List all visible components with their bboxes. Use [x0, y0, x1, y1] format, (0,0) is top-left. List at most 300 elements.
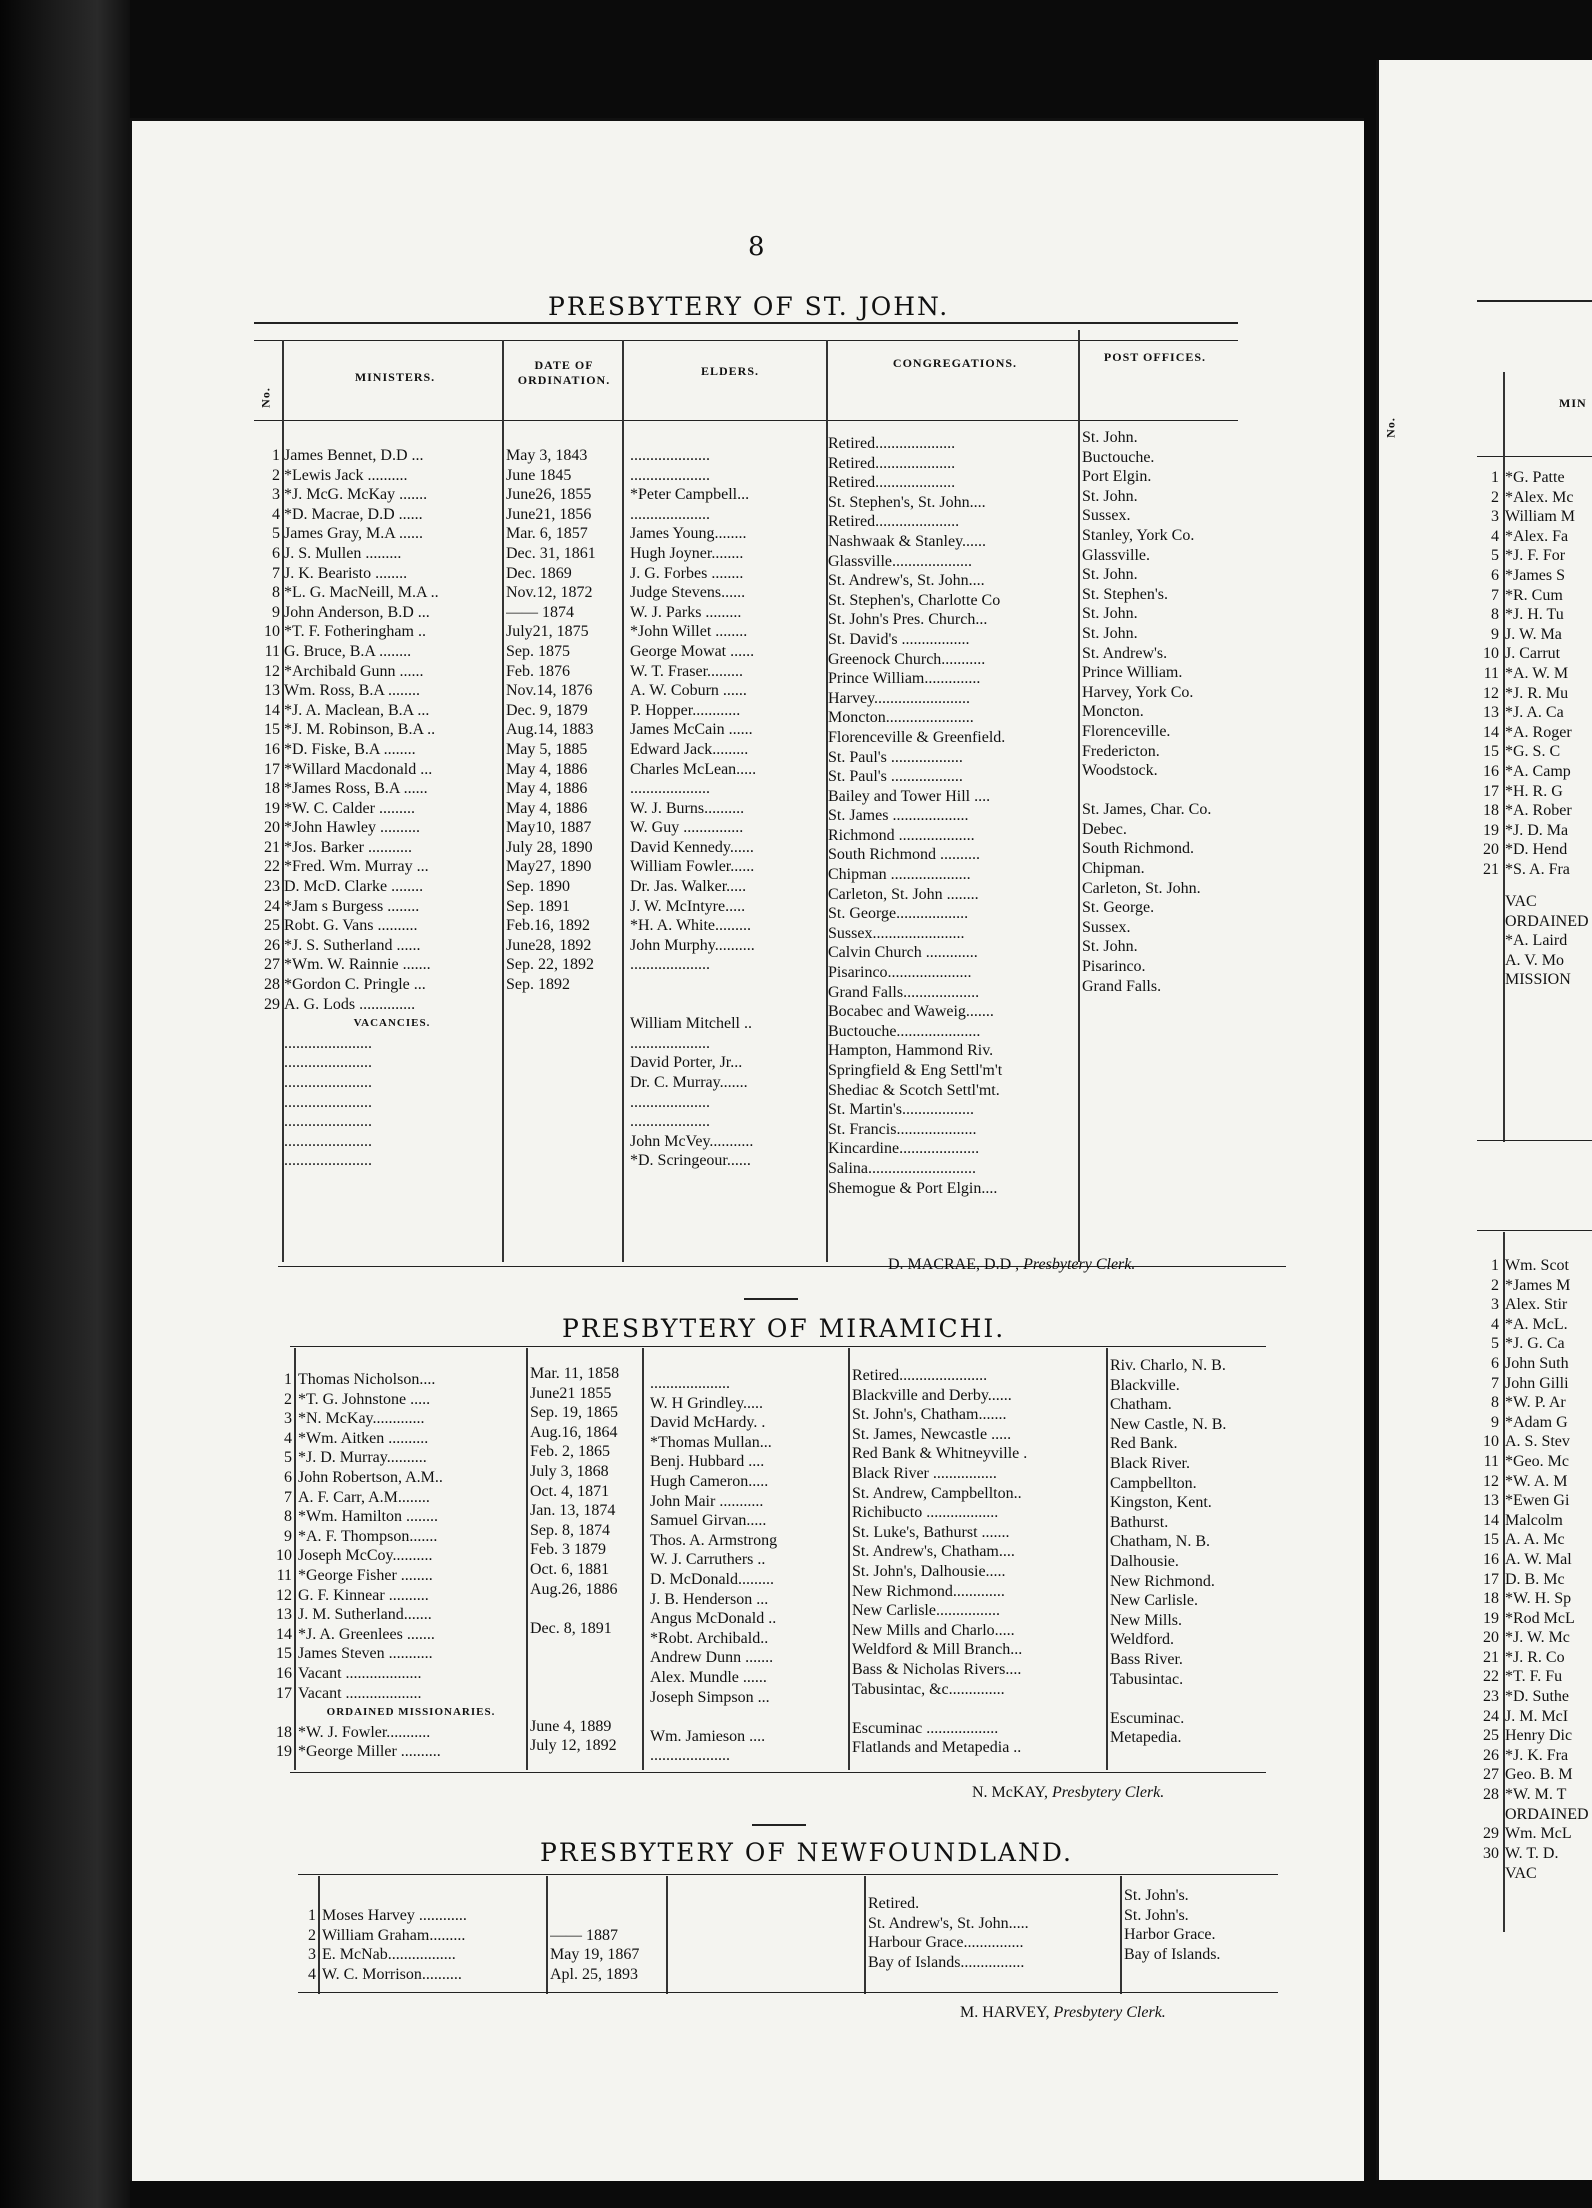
right-header-ministers: MIN: [1559, 396, 1587, 410]
right-name-10: A. S. Stev: [1505, 1433, 1570, 1451]
st-john-post-office-14: Harvey, York Co.: [1082, 683, 1194, 701]
st-john-elder-33: Dr. C. Murray.......: [630, 1074, 748, 1091]
miramichi-elder-5: Benj. Hubbard ....: [650, 1453, 765, 1471]
right-number-3: 3: [1491, 1296, 1499, 1314]
st-john-number-29: 29: [264, 995, 280, 1013]
right-number-11: 11: [1483, 1452, 1499, 1470]
st-john-post-office-27: St. John.: [1082, 938, 1138, 956]
st-john-congregation-6: Nashwaak & Stanley......: [828, 532, 987, 550]
miramichi-clerk: [972, 1784, 1164, 1802]
st-john-minister-19: *W. C. Calder .........: [284, 799, 415, 817]
st-john-rule-top: [254, 322, 1238, 324]
st-john-minister-12: *Archibald Gunn ......: [284, 662, 424, 680]
right-name-15: A. A. Mc: [1505, 1531, 1565, 1549]
st-john-minister-10: *T. F. Fotheringham ..: [284, 623, 426, 641]
st-john-minister-31: ......................: [284, 1034, 372, 1052]
st-john-header-ministers: MINISTERS.: [354, 370, 436, 384]
st-john-date-21: July 28, 1890: [506, 838, 593, 856]
st-john-elder-2: ....................: [630, 466, 710, 484]
st-john-number-1: 1: [272, 447, 280, 464]
st-john-number-37: [254, 1151, 280, 1171]
st-john-minister-6: J. S. Mullen .........: [284, 544, 402, 562]
st-john-congregation-22: South Richmond ..........: [828, 846, 981, 864]
miramichi-date-12: Aug.26, 1886: [530, 1580, 618, 1598]
st-john-number-2: 2: [272, 466, 280, 484]
st-john-post-office-6: Stanley, York Co.: [1082, 526, 1195, 544]
right-name-31: W. T. D.: [1505, 1844, 1559, 1862]
right-number-7: 7: [1491, 586, 1499, 604]
newfoundland-ornament: [752, 1824, 806, 1826]
st-john-minister-5: James Gray, M.A ......: [284, 525, 423, 543]
st-john-number-36: [254, 1132, 280, 1152]
miramichi-congregation-6: Black River ................: [852, 1464, 997, 1482]
st-john-number-33: [254, 1073, 280, 1093]
st-john-minister-32: ......................: [284, 1054, 372, 1072]
st-john-elder-16: Edward Jack.........: [630, 740, 749, 758]
st-john-number-13: 13: [264, 682, 280, 700]
st-john-elder-24: J. W. McIntyre.....: [630, 897, 746, 915]
miramichi-elder-20: ....................: [650, 1747, 730, 1765]
st-john-post-office-9: St. Stephen's.: [1082, 585, 1168, 603]
miramichi-post-office-16: Bass River.: [1110, 1650, 1183, 1668]
st-john-minister-15: *J. M. Robinson, B.A ..: [284, 721, 436, 739]
miramichi-congregation-3: St. John's, Chatham.......: [852, 1406, 1007, 1424]
right-sub-top: [1505, 892, 1592, 990]
right-number-26: 26: [1483, 1746, 1499, 1764]
newfoundland-post-office-4: Bay of Islands.: [1124, 1945, 1221, 1963]
st-john-elder-13: A. W. Coburn ......: [630, 682, 747, 700]
right-number-12: 12: [1483, 684, 1499, 702]
st-john-number-10: 10: [264, 623, 280, 641]
st-john-date-9: —— 1874: [506, 603, 574, 621]
st-john-congregation-12: Greenock Church...........: [828, 650, 986, 668]
right-name-3: Alex. Stir: [1505, 1296, 1568, 1314]
st-john-minister-23: D. McD. Clarke ........: [284, 878, 424, 896]
st-john-date-4: June21, 1856: [506, 505, 592, 523]
st-john-elder-34: ....................: [630, 1093, 710, 1111]
miramichi-elder-7: John Mair ...........: [650, 1492, 764, 1510]
st-john-date-17: May 4, 1886: [506, 760, 588, 778]
newfoundland-date-1: [550, 1906, 666, 1926]
st-john-minister-1: James Bennet, D.D ...: [284, 447, 424, 464]
miramichi-number-6: 6: [284, 1468, 292, 1486]
st-john-vrule-2: [502, 340, 504, 1262]
st-john-number-28: 28: [264, 976, 280, 994]
newfoundland-vrule-3: [666, 1876, 668, 1994]
miramichi-post-office-8: Kingston, Kent.: [1110, 1494, 1212, 1512]
right-name-3: William M: [1505, 508, 1576, 526]
st-john-elder-11: George Mowat ......: [630, 642, 755, 660]
st-john-congregation-23: Chipman ....................: [828, 866, 971, 884]
st-john-congregation-13: Prince William..............: [828, 670, 981, 688]
right-name-12: *J. R. Mu: [1505, 684, 1569, 702]
newfoundland-number-3: 3: [308, 1946, 316, 1964]
st-john-elder-23: Dr. Jas. Walker.....: [630, 878, 747, 896]
miramichi-ornament: [744, 1298, 798, 1300]
st-john-date-8: Nov.12, 1872: [506, 584, 593, 602]
st-john-number-3: 3: [272, 486, 280, 504]
st-john-congregation-2: Retired....................: [828, 454, 956, 472]
st-john-elders: [630, 446, 826, 1171]
st-john-elder-5: James Young........: [630, 525, 747, 543]
right-number-15: 15: [1483, 1531, 1499, 1549]
newfoundland-number-2: 2: [308, 1926, 316, 1944]
st-john-post-office-1: St. John.: [1082, 429, 1138, 446]
right-name-15: *G. S. C: [1505, 743, 1561, 761]
right-rule-bottom-top: [1477, 1230, 1592, 1231]
st-john-elder-37: *D. Scringeour......: [630, 1152, 751, 1170]
st-john-date-7: Dec. 1869: [506, 564, 572, 582]
miramichi-date-5: Feb. 2, 1865: [530, 1443, 610, 1461]
newfoundland-clerk-title: Presbytery Clerk.: [1053, 2004, 1166, 2021]
miramichi-date-4: Aug.16, 1864: [530, 1423, 618, 1441]
st-john-number-34: [254, 1093, 280, 1113]
right-name-8: *W. P. Ar: [1505, 1394, 1566, 1412]
st-john-minister-8: *L. G. MacNeill, M.A ..: [284, 584, 439, 602]
miramichi-rule-top: [290, 1346, 1266, 1347]
miramichi-post-office-4: New Castle, N. B.: [1110, 1415, 1227, 1433]
st-john-clerk-name: D. MACRAE, D.D ,: [888, 1256, 1020, 1273]
miramichi-post-offices: [1110, 1356, 1290, 1748]
st-john-minister-30: VACANCIES.: [353, 1017, 431, 1030]
right-number-14: 14: [1483, 1511, 1499, 1529]
st-john-date-26: June28, 1892: [506, 936, 592, 954]
st-john-header-elders: ELDERS.: [700, 364, 760, 378]
st-john-congregation-30: Bocabec and Waweig.......: [828, 1003, 994, 1021]
st-john-elder-21: David Kennedy......: [630, 838, 754, 856]
newfoundland-vrule-1: [318, 1876, 320, 1994]
miramichi-post-office-5: Red Bank.: [1110, 1435, 1178, 1453]
st-john-post-office-16: Florenceville.: [1082, 722, 1171, 740]
newfoundland-minister-2: William Graham.........: [322, 1926, 466, 1944]
miramichi-clerk-name: N. McKAY,: [972, 1784, 1049, 1801]
st-john-congregations: [828, 434, 1078, 1198]
st-john-elder-1: ....................: [630, 447, 710, 464]
st-john-date-2: June 1845: [506, 466, 572, 484]
st-john-date-32: [506, 1053, 620, 1073]
st-john-post-office-17: Fredericton.: [1082, 742, 1160, 760]
miramichi-date-17: [530, 1678, 642, 1698]
st-john-numbers: [254, 446, 280, 1171]
miramichi-rule-bottom: [290, 1772, 1266, 1773]
st-john-elder-19: W. J. Burns..........: [630, 799, 745, 817]
right-number-17: 17: [1483, 1570, 1499, 1588]
st-john-clerk: [888, 1256, 1135, 1274]
miramichi-elder-12: J. B. Henderson ...: [650, 1590, 769, 1608]
st-john-number-12: 12: [264, 662, 280, 680]
miramichi-elder-1: ....................: [650, 1375, 730, 1392]
miramichi-minister-12: G. F. Kinnear ..........: [298, 1586, 429, 1604]
miramichi-number-3: 3: [284, 1410, 292, 1428]
st-john-number-23: 23: [264, 878, 280, 896]
st-john-elder-7: J. G. Forbes ........: [630, 564, 744, 582]
right-number-18: 18: [1483, 802, 1499, 820]
miramichi-post-office-20: Metapedia.: [1110, 1729, 1182, 1747]
miramichi-elders: [650, 1374, 846, 1766]
right-name-14: Malcolm: [1505, 1511, 1563, 1529]
st-john-congregation-15: Moncton......................: [828, 709, 974, 727]
right-number-8: 8: [1491, 1394, 1499, 1412]
st-john-elder-29: [630, 995, 826, 1015]
miramichi-congregation-4: St. James, Newcastle .....: [852, 1425, 1012, 1443]
st-john-elder-27: ....................: [630, 956, 710, 974]
st-john-congregation-20: St. James ...................: [828, 807, 969, 825]
right-name-11: *A. W. M: [1505, 664, 1569, 682]
right-name-17: *H. R. G: [1505, 782, 1563, 800]
st-john-congregation-8: St. Andrew's, St. John....: [828, 572, 985, 590]
st-john-number-8: 8: [272, 584, 280, 602]
right-sub-entry-3: *A. Laird: [1505, 932, 1568, 950]
newfoundland-rule-top: [298, 1874, 1278, 1875]
st-john-date-18: May 4, 1886: [506, 780, 588, 798]
st-john-number-26: 26: [264, 936, 280, 954]
st-john-elder-15: James McCain ......: [630, 721, 753, 739]
miramichi-minister-14: *J. A. Greenlees .......: [298, 1625, 435, 1643]
st-john-minister-16: *D. Fiske, B.A ........: [284, 740, 416, 758]
newfoundland-post-office-1: St. John's.: [1124, 1887, 1189, 1904]
right-name-25: Henry Dic: [1505, 1727, 1573, 1745]
right-name-9: J. W. Ma: [1505, 625, 1562, 643]
right-number-28: 28: [1483, 1786, 1499, 1804]
st-john-header-post-offices: POST OFFICES.: [1103, 350, 1207, 364]
st-john-ministers: [284, 446, 500, 1171]
st-john-date-11: Sep. 1875: [506, 642, 570, 660]
miramichi-number-7: 7: [284, 1488, 292, 1506]
miramichi-minister-8: *Wm. Hamilton ........: [298, 1508, 438, 1526]
st-john-congregation-10: St. John's Pres. Church...: [828, 611, 988, 629]
right-name-17: D. B. Mc: [1505, 1570, 1565, 1588]
miramichi-congregation-2: Blackville and Derby......: [852, 1386, 1012, 1404]
right-sub-bottom: [1505, 1864, 1592, 1884]
st-john-minister-33: ......................: [284, 1074, 372, 1091]
st-john-number-25: 25: [264, 917, 280, 935]
st-john-date-35: [506, 1112, 620, 1132]
st-john-vrule-5: [1078, 330, 1080, 1262]
miramichi-number-10: 10: [276, 1547, 292, 1565]
right-name-5: *J. F. For: [1505, 547, 1566, 565]
st-john-rule-header: [254, 420, 1238, 421]
miramichi-post-office-2: Blackville.: [1110, 1376, 1180, 1394]
right-number-22: 22: [1483, 1668, 1499, 1686]
right-number-4: 4: [1491, 527, 1499, 545]
right-number-4: 4: [1491, 1315, 1499, 1333]
st-john-post-office-10: St. John.: [1082, 605, 1138, 623]
st-john-post-office-25: St. George.: [1082, 899, 1155, 917]
st-john-elder-6: Hugh Joyner........: [630, 544, 744, 562]
right-name-8: *J. H. Tu: [1505, 606, 1564, 624]
newfoundland-date-4: Apl. 25, 1893: [550, 1965, 638, 1983]
st-john-date-29: [506, 995, 620, 1015]
miramichi-number-4: 4: [284, 1429, 292, 1447]
st-john-number-5: 5: [272, 525, 280, 543]
st-john-minister-25: Robt. G. Vans ..........: [284, 917, 418, 935]
st-john-minister-18: *James Ross, B.A ......: [284, 780, 428, 798]
miramichi-vrule-2: [526, 1348, 528, 1770]
miramichi-elder-2: W. H Grindley.....: [650, 1394, 764, 1412]
newfoundland-vrule-5: [1120, 1876, 1122, 1994]
miramichi-date-8: Jan. 13, 1874: [530, 1502, 616, 1520]
st-john-post-office-12: St. Andrew's.: [1082, 644, 1168, 662]
st-john-elder-9: W. J. Parks .........: [630, 603, 742, 621]
st-john-number-32: [254, 1053, 280, 1073]
st-john-congregation-29: Grand Falls...................: [828, 983, 980, 1001]
miramichi-number-17: 17: [276, 1684, 292, 1702]
miramichi-date-18: [530, 1697, 642, 1717]
st-john-number-15: 15: [264, 721, 280, 739]
st-john-elder-20: W. Guy ...............: [630, 819, 744, 837]
miramichi-date-13: [530, 1599, 642, 1619]
right-number-20: 20: [1483, 841, 1499, 859]
newfoundland-minister-3: E. McNab.................: [322, 1946, 456, 1964]
miramichi-congregation-7: St. Andrew, Campbellton..: [852, 1484, 1022, 1502]
st-john-elder-12: W. T. Fraser.........: [630, 662, 744, 680]
right-number-18: 18: [1483, 1590, 1499, 1608]
miramichi-post-office-11: Dalhousie.: [1110, 1552, 1179, 1570]
st-john-date-16: May 5, 1885: [506, 740, 588, 758]
st-john-post-office-13: Prince William.: [1082, 664, 1183, 682]
st-john-number-9: 9: [272, 603, 280, 621]
st-john-number-24: 24: [264, 897, 280, 915]
st-john-minister-34: ......................: [284, 1093, 372, 1111]
miramichi-congregation-10: St. Andrew's, Chatham....: [852, 1543, 1015, 1561]
miramichi-elder-10: W. J. Carruthers ..: [650, 1551, 766, 1569]
right-name-1: Wm. Scot: [1505, 1257, 1569, 1274]
miramichi-number-5: 5: [284, 1449, 292, 1467]
st-john-post-office-19: [1082, 781, 1258, 801]
miramichi-congregation-20: Flatlands and Metapedia ..: [852, 1739, 1022, 1757]
st-john-minister-36: ......................: [284, 1132, 372, 1150]
miramichi-minister-1: Thomas Nicholson....: [298, 1371, 436, 1388]
right-number-8: 8: [1491, 606, 1499, 624]
miramichi-number-9: 9: [284, 1527, 292, 1545]
st-john-date-23: Sep. 1890: [506, 878, 570, 896]
st-john-post-office-4: St. John.: [1082, 487, 1138, 505]
st-john-congregation-34: Shediac & Scotch Settl'mt.: [828, 1081, 1000, 1099]
st-john-date-30: [506, 1014, 620, 1034]
miramichi-number-18: [262, 1703, 292, 1723]
st-john-clerk-title: Presbytery Clerk.: [1023, 1256, 1136, 1273]
newfoundland-title: PRESBYTERY OF NEWFOUNDLAND.: [540, 1838, 1073, 1867]
miramichi-number-13: 13: [276, 1606, 292, 1624]
newfoundland-number-1: 1: [308, 1907, 316, 1924]
right-name-19: *J. D. Ma: [1505, 821, 1569, 839]
miramichi-date-2: June21 1855: [530, 1384, 612, 1402]
st-john-post-office-5: Sussex.: [1082, 507, 1131, 525]
right-number-1: 1: [1491, 469, 1499, 486]
right-number-25: 25: [1483, 1727, 1499, 1745]
newfoundland-vrule-2: [546, 1876, 548, 1994]
st-john-post-office-29: Grand Falls.: [1082, 977, 1162, 995]
st-john-number-27: 27: [264, 956, 280, 974]
st-john-minister-27: *Wm. W. Rainnie .......: [284, 956, 431, 974]
st-john-post-offices: [1082, 428, 1258, 996]
right-name-7: *R. Cum: [1505, 586, 1563, 604]
miramichi-minister-3: *N. McKay.............: [298, 1410, 425, 1428]
st-john-post-office-26: Sussex.: [1082, 918, 1131, 936]
right-numbers-bottom: [1465, 1256, 1499, 1863]
st-john-date-13: Nov.14, 1876: [506, 682, 593, 700]
st-john-congregation-38: Salina...........................: [828, 1159, 976, 1177]
st-john-date-5: Mar. 6, 1857: [506, 525, 588, 543]
newfoundland-post-office-3: Harbor Grace.: [1124, 1926, 1216, 1944]
right-name-26: *J. K. Fra: [1505, 1746, 1569, 1764]
right-number-6: 6: [1491, 1354, 1499, 1372]
st-john-congregation-21: Richmond ...................: [828, 826, 975, 844]
miramichi-elder-14: *Robt. Archibald..: [650, 1629, 769, 1647]
miramichi-date-11: Oct. 6, 1881: [530, 1560, 610, 1578]
miramichi-elder-6: Hugh Cameron.....: [650, 1472, 769, 1490]
right-number-3: 3: [1491, 508, 1499, 526]
st-john-elder-3: *Peter Campbell...: [630, 486, 750, 504]
miramichi-number-19: 18: [276, 1723, 292, 1741]
miramichi-title: PRESBYTERY OF MIRAMICHI.: [562, 1314, 1006, 1343]
newfoundland-clerk-name: M. HARVEY,: [960, 2004, 1050, 2021]
st-john-number-30: [254, 1014, 280, 1034]
newfoundland-date-2: —— 1887: [550, 1926, 618, 1944]
st-john-congregation-39: Shemogue & Port Elgin....: [828, 1179, 998, 1197]
right-name-16: A. W. Mal: [1505, 1550, 1572, 1568]
st-john-vrule-3: [622, 340, 624, 1262]
right-number-11: 11: [1483, 664, 1499, 682]
newfoundland-clerk: [960, 2004, 1166, 2022]
right-name-21: *S. A. Fra: [1505, 860, 1570, 878]
right-name-5: *J. G. Ca: [1505, 1335, 1565, 1353]
miramichi-congregation-14: New Mills and Charlo.....: [852, 1621, 1015, 1639]
st-john-congregation-3: Retired....................: [828, 474, 956, 492]
st-john-post-office-11: St. John.: [1082, 624, 1138, 642]
st-john-date-28: Sep. 1892: [506, 976, 570, 994]
st-john-date-24: Sep. 1891: [506, 897, 570, 915]
st-john-elder-14: P. Hopper............: [630, 701, 741, 719]
st-john-date-25: Feb.16, 1892: [506, 917, 590, 935]
right-name-20: *J. W. Mc: [1505, 1629, 1570, 1647]
miramichi-post-office-14: New Mills.: [1110, 1611, 1182, 1629]
right-number-14: 14: [1483, 723, 1499, 741]
right-rule-mid: [1477, 1140, 1592, 1141]
st-john-congregation-5: Retired.....................: [828, 513, 960, 531]
st-john-date-6: Dec. 31, 1861: [506, 544, 596, 562]
newfoundland-minister-1: Moses Harvey ............: [322, 1907, 467, 1924]
miramichi-elder-13: Angus McDonald ..: [650, 1610, 777, 1628]
right-name-30: Wm. McL: [1505, 1825, 1572, 1843]
miramichi-minister-16: Vacant ...................: [298, 1664, 422, 1682]
miramichi-elder-16: Alex. Mundle ......: [650, 1668, 767, 1686]
st-john-congregation-32: Hampton, Hammond Riv.: [828, 1042, 994, 1060]
miramichi-congregations: [852, 1366, 1106, 1758]
st-john-congregation-19: Bailey and Tower Hill ....: [828, 787, 991, 805]
miramichi-minister-11: *George Fisher ........: [298, 1566, 433, 1584]
st-john-date-12: Feb. 1876: [506, 662, 570, 680]
miramichi-post-office-9: Bathurst.: [1110, 1513, 1169, 1531]
miramichi-number-1: 1: [284, 1371, 292, 1388]
st-john-number-19: 19: [264, 799, 280, 817]
right-name-9: *Adam G: [1505, 1413, 1568, 1431]
miramichi-vrule-5: [1106, 1348, 1108, 1770]
st-john-elder-25: *H. A. White.........: [630, 917, 752, 935]
right-sub-entry-1: VAC: [1505, 893, 1537, 910]
newfoundland-minister-4: W. C. Morrison..........: [322, 1965, 462, 1983]
right-name-2: *James M: [1505, 1276, 1571, 1294]
miramichi-minister-15: James Steven ...........: [298, 1645, 433, 1663]
st-john-congregation-7: Glassville....................: [828, 552, 972, 570]
miramichi-post-office-19: Escuminac.: [1110, 1709, 1185, 1727]
st-john-post-office-24: Carleton, St. John.: [1082, 879, 1201, 897]
right-number-10: 10: [1483, 645, 1499, 663]
miramichi-minister-18: ORDAINED MISSIONARIES.: [326, 1706, 496, 1719]
st-john-date-1: May 3, 1843: [506, 447, 588, 464]
st-john-rule-2: [254, 340, 1238, 341]
miramichi-number-16: 16: [276, 1664, 292, 1682]
